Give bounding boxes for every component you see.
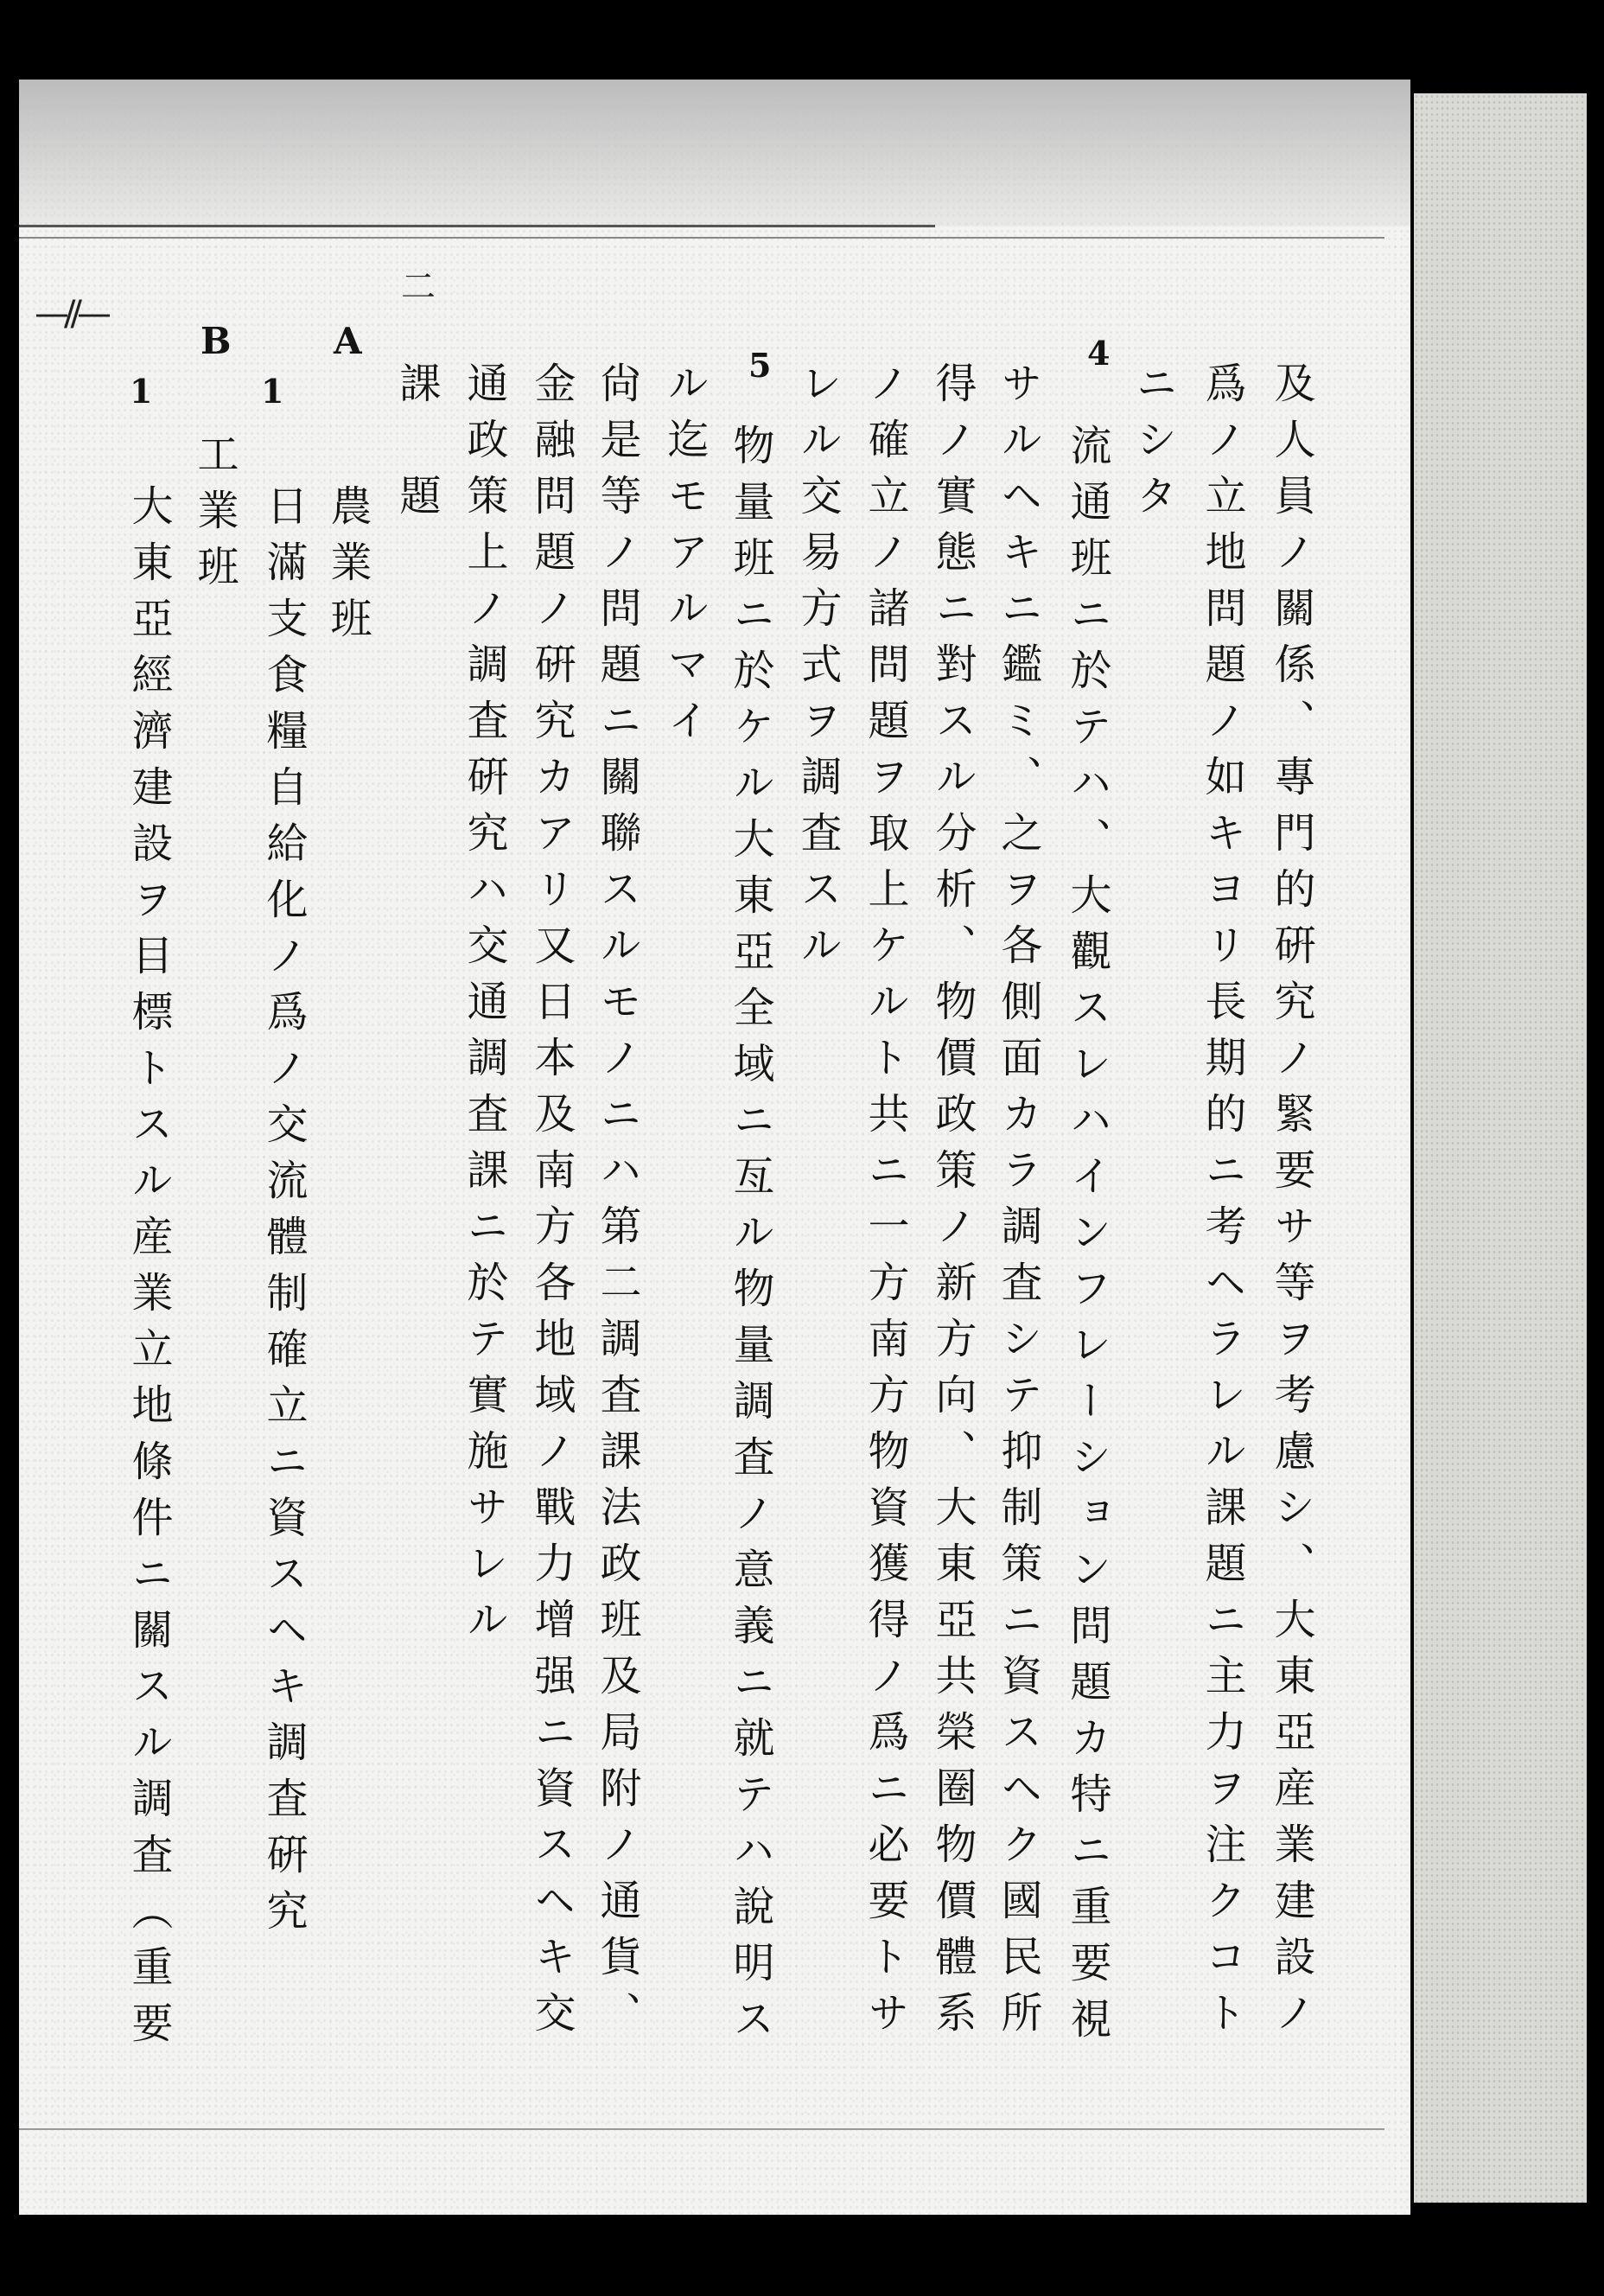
page-header-shadow [19,80,1410,226]
text-column-6: 得ノ實態ニ對スル分析、物價政策ノ新方向、大東亞共榮圈物價體系 [928,361,977,2047]
page-number: 二 [401,267,436,307]
text-column-9: 物量班ニ於ケル大東亞全域ニ亙ル物量調査ノ意義ニ就テハ說明ス [726,424,774,2053]
text-column-8: レル交易方式ヲ調査スル [793,361,842,979]
text-column-b1: 大東亞經濟建設ヲ目標トスル産業立地條件ニ關スル調査（重要 [124,484,173,2057]
text-column-3: ニシタ [1129,361,1177,530]
text-column-11: 尙是等ノ問題ニ關聯スルモノニハ第二調査課法政班及局附ノ通貨、 [593,361,641,2047]
text-column-13: 通政策上ノ調査硏究ハ交通調査課ニ於テ實施サレル [460,361,508,1654]
text-column-7: ノ確立ノ諸問題ヲ取上ケルト共ニ一方南方物資獲得ノ爲ニ必要トサ [861,361,909,2047]
text-column-12: 金融問題ノ硏究カアリ又日本及南方各地域ノ戰力增强ニ資スヘキ交 [527,361,576,2047]
text-column-10: ル迄モアルマイ [660,361,709,755]
footer-rule [19,2128,1384,2130]
heading-kadai: 課 題 [392,361,441,530]
item-number-a1: 1 [261,372,284,411]
section-letter-a: A [334,320,362,362]
item-number-5: 5 [748,346,772,385]
adjacent-page-edge [1414,93,1587,2203]
text-column-4: 流通班ニ於テハ、大觀スレハインフレーション問題カ特ニ重要視 [1063,424,1111,2053]
header-rule [19,225,935,227]
text-column-a1: 日滿支食糧自給化ノ爲ノ交流體制確立ニ資スヘキ調査硏究 [259,484,308,1945]
section-letter-b: B [200,320,232,362]
item-number-4: 4 [1087,334,1111,373]
text-column-2: 爲ノ立地問題ノ如キヨリ長期的ニ考ヘラレル課題ニ主力ヲ注クコト [1198,361,1246,2047]
margin-mark: —//— [35,294,106,334]
item-number-b1: 1 [130,372,153,411]
header-rule-secondary [19,237,1384,239]
section-heading-agriculture: 農業班 [323,484,372,653]
text-column-1: 及人員ノ關係、專門的硏究ノ緊要サ等ヲ考慮シ、大東亞産業建設ノ [1267,361,1315,2047]
text-column-5: サルヘキニ鑑ミ、之ヲ各側面カラ調査シテ抑制策ニ資スヘク國民所 [994,361,1042,2047]
section-heading-industry: 工業班 [190,432,239,601]
